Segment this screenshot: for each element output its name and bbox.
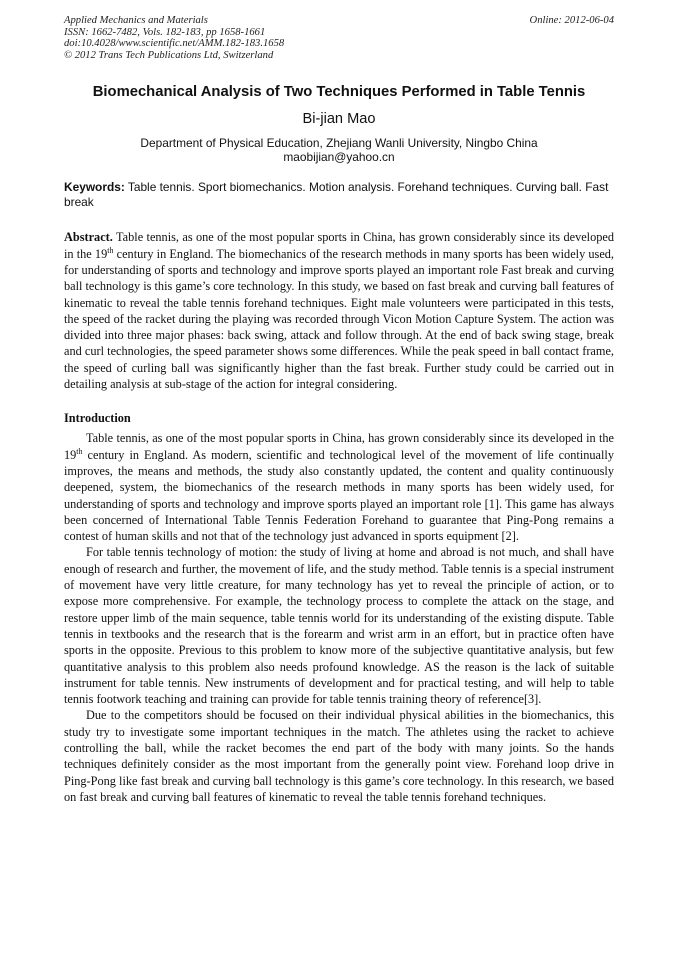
- intro-paragraph-2: For table tennis technology of motion: the study of living at home and abroad is not much, and shall have enough of research and further, the movement of life, and the study method. Table tennis is a special instrument of movement have very little creature, for many technology has yet to reveal the principle of action, or to expose more comprehensive. For example, the technology process to complete the attack on the stage, and restore upper limb of the main sequence, table tennis world for its understanding of the existing dispute. Table tennis in textbooks and the research that is the forearm and wrist arm in an effort, but in practice often have sports in the opposite. Previous to this problem to know more of the subjective quantitative analysis, but few quantitative analysis to this problem also needs profound knowledge. AS the reason is the lack of suitable instrument for table tennis. New instruments of development and for practical testing, and will help to table tennis footwork teaching and training can provide for table tennis training theory of reference[3].: [64, 545, 614, 707]
- abstract-label: Abstract.: [64, 230, 113, 245]
- author-email[interactable]: maobijian@yahoo.cn: [283, 150, 395, 165]
- abstract-superscript: th: [107, 245, 114, 255]
- author-name: Bi-jian Mao: [302, 111, 376, 128]
- issn-line: ISSN: 1662-7482, Vols. 182-183, pp 1658-1661: [64, 26, 266, 38]
- journal-header: [64, 15, 614, 61]
- intro-paragraph-3: Due to the competitors should be focused on their individual physical abilities in the biomechanics, this study try to investigate some important techniques in the match. The athletes using the racket to achieve controlling the ball, while the racket becomes the end part of the body with many joints. So the hands techniques definitely consider as the most important from the generally point view. Forehand loop drive in Ping-Pong like fast break and curving ball technology is this game’s core technology. In this research, we based on fast break and curving ball features of kinematic to reveal the table tennis forehand techniques.: [64, 708, 614, 804]
- abstract: [64, 229, 614, 392]
- intro-p1-end: century in England. As modern, scientific and technological level of the movement of life continually improves, the means and methods, the study also constantly updated, the content and quality continuously deepened, system, the biomechanics of the research methods in many sports has been widely used, for understanding of sports and technology and improve sports played an important role [1]. This game has always been concerned of International Table Tennis Federation Forehand to guarantee that Ping-Pong remains a contest of human skills and not that of the technology just advanced in sports equipment [2].: [64, 447, 614, 544]
- keywords-label: Keywords:: [64, 180, 125, 195]
- online-date: Online: 2012-06-04: [529, 15, 614, 26]
- paper-title: Biomechanical Analysis of Two Techniques Performed in Table Tennis: [92, 84, 586, 101]
- intro-paragraph-1: [64, 430, 614, 544]
- copyright-line: © 2012 Trans Tech Publications Ltd, Switzerland: [64, 49, 274, 61]
- introduction-heading: Introduction: [64, 411, 131, 426]
- affiliation-block: [64, 136, 614, 164]
- keywords-text: Table tennis. Sport biomechanics. Motion analysis. Forehand techniques. Curving ball. Fast break: [64, 180, 609, 209]
- keywords: [64, 180, 614, 209]
- journal-name: Applied Mechanics and Materials: [64, 15, 208, 26]
- intro-p1-superscript: th: [76, 446, 83, 456]
- affiliation: Department of Physical Education, Zhejiang Wanli University, Ningbo China: [140, 136, 538, 151]
- abstract-text-end: century in England. The biomechanics of the research methods in many sports has been widely used, for understanding of sports and technology and improve sports played an important role Fast break and curving ball technology is this game’s core technology. In this study, we based on fast break and curving ball features of kinematic to reveal the table tennis forehand techniques. Eight male volunteers were participated in this tests, the speed of the racket during the playing was recorded through Vicon Motion Capture System. The action was divided into three major phases: back swing, attack and follow through. At the end of back swing stage, break and curl technologies, the speed parameter shows some differences. While the peak speed in ball contact frame, the speed of curling ball was significantly higher than the fast break. Further study could be carried out in detailing analysis at sub-stage of the action for integral considering.: [64, 246, 614, 392]
- doi-line: doi:10.4028/www.scientific.net/AMM.182-183.1658: [64, 38, 285, 50]
- abstract-text-start: Table tennis, as one of the most popular sports in China, has grown considerably since its developed in the 19: [64, 230, 614, 261]
- intro-p1-start: Table tennis, as one of the most popular sports in China, has grown considerably since its developed in the 19: [64, 431, 614, 462]
